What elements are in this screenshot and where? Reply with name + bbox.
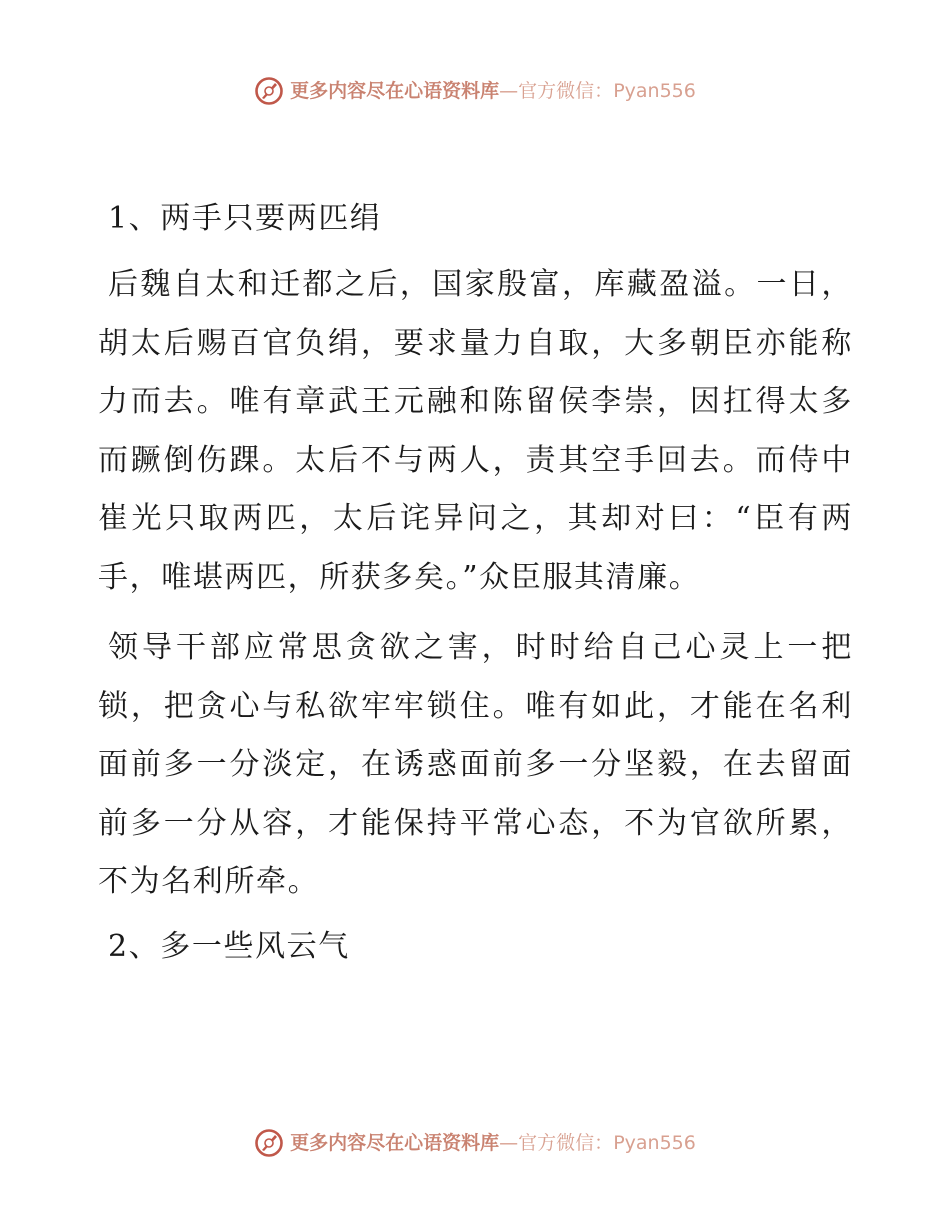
section-heading-1: 1、两手只要两匹绢 — [108, 201, 382, 236]
header-watermark — [0, 76, 950, 106]
watermark-account: Pyan556 — [613, 1132, 696, 1154]
watermark-suffix: 官方微信： — [518, 1132, 614, 1154]
document-body — [98, 196, 853, 984]
paragraph-2: 领导干部应常思贪欲之害，时时给自己心灵上一把锁，把贪心与私欲牢牢锁住。唯有如此，才能在名利面前多一分淡定，在诱惑面前多一分坚毅，在去留面前多一分从容，才能保持平常心态，不为官欲所累，不为名利所牵。 — [98, 630, 853, 899]
watermark-dash: — — [499, 80, 519, 102]
watermark-account: Pyan556 — [613, 80, 696, 102]
footer-watermark — [0, 1128, 950, 1158]
quill-logo-icon — [254, 76, 284, 106]
watermark-prefix: 更多内容尽在心语资料库 — [290, 1132, 500, 1154]
watermark-text — [290, 79, 696, 103]
paragraph-1: 后魏自太和迁都之后，国家殷富，库藏盈溢。一日，胡太后赐百官负绢，要求量力自取，大多朝臣亦能称力而去。唯有章武王元融和陈留侯李崇，因扛得太多而蹶倒伤踝。太后不与两人，责其空手回去。而侍中崔光只取两匹，太后诧异问之，其却对曰：“臣有两手，唯堪两匹，所获多矣。”众臣服其清廉。 — [98, 267, 853, 595]
watermark-text — [290, 1131, 696, 1155]
watermark-prefix: 更多内容尽在心语资料库 — [290, 80, 500, 102]
watermark-dash: — — [499, 1132, 519, 1154]
watermark-suffix: 官方微信： — [518, 80, 614, 102]
quill-logo-icon — [254, 1128, 284, 1158]
section-heading-2: 2、多一些风云气 — [108, 928, 350, 964]
